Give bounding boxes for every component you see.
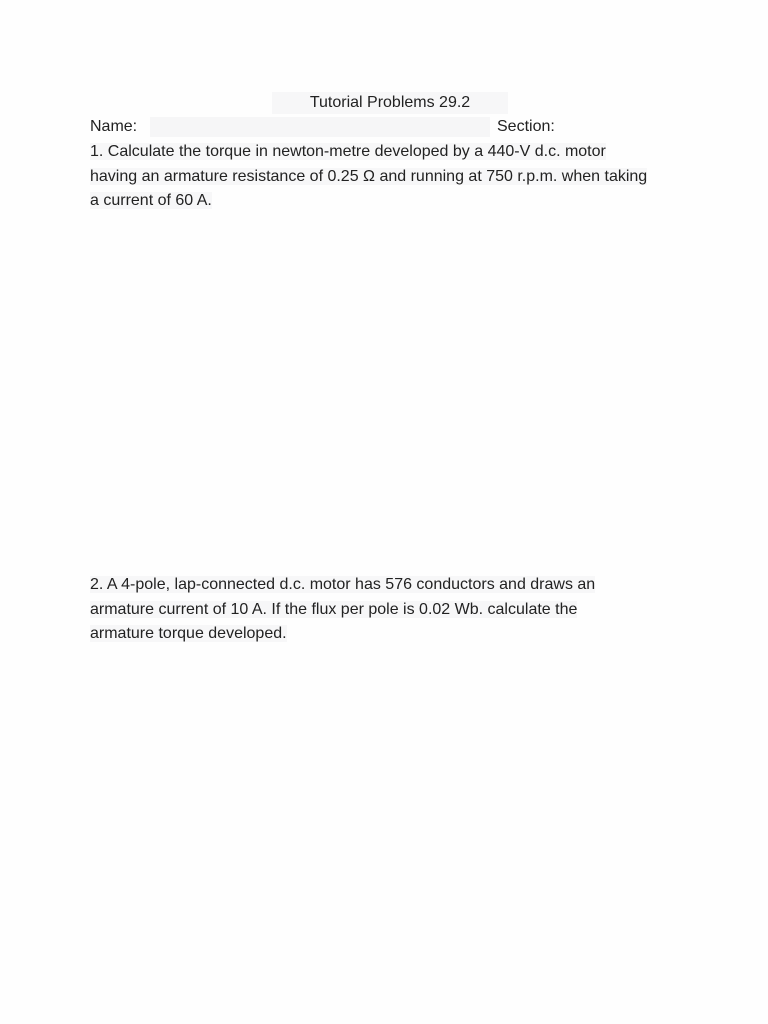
problem-2-line-2: armature current of 10 A. If the flux per pole is 0.02 Wb. calculate the [90,600,578,618]
problem-2-line-1: 2. A 4-pole, lap-connected d.c. motor has 576 conductors and draws an [90,576,596,593]
problem-1-line-2: having an armature resistance of 0.25 Ω and running at 750 r.p.m. when taking [90,167,648,185]
name-section-row [90,116,690,138]
problem-1 [90,140,690,214]
problem-1-line-1: 1. Calculate the torque in newton-metre developed by a 440-V d.c. motor [90,143,606,160]
problem-1-line-3: a current of 60 A. [90,192,212,209]
problem-2-line-3: armature torque developed. [90,625,287,642]
name-field[interactable] [150,117,490,137]
section-label: Section: [497,118,555,135]
page-title: Tutorial Problems 29.2 [272,92,508,114]
problem-2 [90,573,690,647]
name-label: Name: [90,118,138,135]
